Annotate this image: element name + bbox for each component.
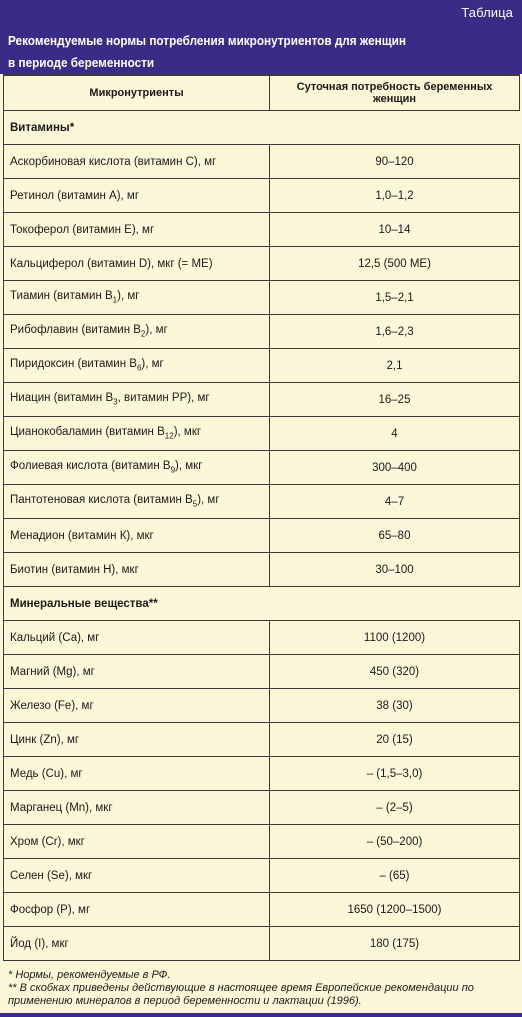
- table-row: [4, 383, 520, 417]
- nutrient-name-cell: [4, 791, 270, 825]
- nutrient-name-prefix: Пантотеновая кислота (витамин B: [10, 494, 193, 507]
- daily-need-value: 1,5–2,1: [270, 281, 520, 315]
- nutrient-name-cell: [4, 553, 270, 587]
- nutrient-name-suffix: ), мг: [145, 324, 168, 337]
- footnote-1: * Нормы, рекомендуемые в РФ.: [8, 969, 171, 981]
- nutrient-name-cell: [4, 655, 270, 689]
- vitamin-subscript: 9: [170, 465, 176, 475]
- bottom-bar: [0, 1013, 522, 1017]
- nutrient-name-cell: [4, 485, 270, 519]
- title-line-1: Рекомендуемые нормы потребления микронутриентов для женщин: [8, 34, 406, 48]
- nutrient-name-cell: [4, 281, 270, 315]
- nutrient-name-suffix: ), мг: [117, 290, 140, 303]
- vitamin-subscript: 1: [112, 295, 118, 305]
- section-empty-cell: [270, 111, 520, 145]
- nutrient-name: Селен (Se), мкг: [10, 869, 93, 882]
- nutrient-name: Кальций (Са), мг: [10, 631, 100, 644]
- vitamin-subscript: 2: [140, 329, 146, 339]
- nutrient-name-cell: [4, 519, 270, 553]
- daily-need-value: 12,5 (500 МЕ): [270, 247, 520, 281]
- nutrient-name-cell: [4, 213, 270, 247]
- nutrient-name-cell: [4, 179, 270, 213]
- daily-need-value: – (1,5–3,0): [270, 757, 520, 791]
- table-row: [4, 553, 520, 587]
- section-empty-cell: [270, 587, 520, 621]
- nutrient-name-cell: [4, 451, 270, 485]
- table-row: [4, 315, 520, 349]
- nutrient-name-prefix: Рибофлавин (витамин B: [10, 324, 141, 337]
- section-row-vitamins: [4, 111, 520, 145]
- daily-need-value: 38 (30): [270, 689, 520, 723]
- nutrient-name-prefix: Фолиевая кислота (витамин B: [10, 460, 171, 473]
- table-row: [4, 145, 520, 179]
- daily-need-value: – (50–200): [270, 825, 520, 859]
- daily-need-value: – (2–5): [270, 791, 520, 825]
- column-header-row: [4, 75, 520, 111]
- nutrient-name: Хром (Cr), мкг: [10, 835, 85, 848]
- daily-need-value: 10–14: [270, 213, 520, 247]
- nutrient-name-cell: [4, 927, 270, 961]
- table-row: [4, 179, 520, 213]
- nutrient-name-suffix: , витамин PP), мг: [117, 392, 210, 405]
- nutrient-name: Магний (Mg), мг: [10, 665, 95, 678]
- table-row: [4, 485, 520, 519]
- nutrient-name-prefix: Цианокобаламин (витамин B: [10, 426, 165, 439]
- nutrient-name-suffix: ), мг: [141, 358, 164, 371]
- table-row: [4, 519, 520, 553]
- table-row: [4, 247, 520, 281]
- table-row: [4, 281, 520, 315]
- table-header-band: [0, 0, 522, 74]
- section-label-vitamins: Витамины*: [4, 111, 270, 145]
- nutrient-name: Биотин (витамин Н), мкг: [10, 563, 139, 576]
- daily-need-value: 2,1: [270, 349, 520, 383]
- nutrient-name: Фосфор (P), мг: [10, 903, 91, 916]
- table-row: [4, 927, 520, 961]
- micronutrient-table: [3, 74, 520, 961]
- title-line-2: в периоде беременности: [8, 56, 155, 70]
- daily-need-value: 4: [270, 417, 520, 451]
- table-row: [4, 417, 520, 451]
- section-label-minerals: Минеральные вещества**: [4, 587, 270, 621]
- table-row: [4, 689, 520, 723]
- nutrient-name: Кальциферол (витамин D), мкг (= МЕ): [10, 257, 213, 270]
- vitamin-subscript: 12: [164, 431, 174, 441]
- daily-need-value: 180 (175): [270, 927, 520, 961]
- nutrient-name-cell: [4, 417, 270, 451]
- section-row-minerals: [4, 587, 520, 621]
- nutrient-name-cell: [4, 349, 270, 383]
- table-title: [8, 30, 422, 74]
- nutrient-name-cell: [4, 145, 270, 179]
- table-row: [4, 791, 520, 825]
- daily-need-value: 30–100: [270, 553, 520, 587]
- nutrient-name-cell: [4, 859, 270, 893]
- daily-need-value: – (65): [270, 859, 520, 893]
- nutrient-name-prefix: Ниацин (витамин B: [10, 392, 114, 405]
- daily-need-value: 1,6–2,3: [270, 315, 520, 349]
- daily-need-value: 1,0–1,2: [270, 179, 520, 213]
- table-row: [4, 723, 520, 757]
- column-header-micronutrients: Микронутриенты: [4, 75, 270, 111]
- vitamin-subscript: 6: [136, 363, 142, 373]
- nutrient-name-cell: [4, 247, 270, 281]
- nutrient-name-cell: [4, 757, 270, 791]
- nutrient-name-cell: [4, 315, 270, 349]
- table-row: [4, 451, 520, 485]
- table-tag: Таблица: [461, 5, 513, 20]
- table-row: [4, 757, 520, 791]
- vitamin-subscript: 3: [113, 397, 118, 407]
- daily-need-value: 4–7: [270, 485, 520, 519]
- nutrient-name-cell: [4, 825, 270, 859]
- daily-need-value: 20 (15): [270, 723, 520, 757]
- daily-need-value: 65–80: [270, 519, 520, 553]
- nutrient-name-suffix: ), мг: [197, 494, 220, 507]
- nutrient-name: Аскорбиновая кислота (витамин С), мг: [10, 155, 217, 168]
- nutrient-name-prefix: Тиамин (витамин B: [10, 290, 113, 303]
- nutrient-name-suffix: ), мкг: [175, 460, 203, 473]
- nutrient-name: Менадион (витамин К), мкг: [10, 529, 154, 542]
- nutrient-name-cell: [4, 723, 270, 757]
- daily-need-value: 16–25: [270, 383, 520, 417]
- nutrient-name-cell: [4, 383, 270, 417]
- daily-need-value: 300–400: [270, 451, 520, 485]
- nutrient-name: Ретинол (витамин А), мг: [10, 189, 140, 202]
- nutrient-name-cell: [4, 893, 270, 927]
- table-row: [4, 893, 520, 927]
- footnote-2: ** В скобках приведены действующие в настоящее время Европейские рекомендации по применению минералов в период беременности и лактации (1996).: [8, 982, 474, 1007]
- daily-need-value: 450 (320): [270, 655, 520, 689]
- nutrient-name: Марганец (Mn), мкг: [10, 801, 113, 814]
- nutrient-name: Цинк (Zn), мг: [10, 733, 80, 746]
- nutrient-name-cell: [4, 621, 270, 655]
- column-header-daily-need: Суточная потребность беременных женщин: [270, 75, 520, 111]
- nutrient-name: Железо (Fe), мг: [10, 699, 94, 712]
- daily-need-value: 1650 (1200–1500): [270, 893, 520, 927]
- footnotes: [0, 961, 522, 1008]
- nutrient-name-cell: [4, 689, 270, 723]
- daily-need-value: 1100 (1200): [270, 621, 520, 655]
- table-row: [4, 859, 520, 893]
- nutrient-name: Медь (Cu), мг: [10, 767, 83, 780]
- table-row: [4, 213, 520, 247]
- nutrient-name-prefix: Пиридоксин (витамин B: [10, 358, 137, 371]
- nutrient-name-suffix: ), мкг: [173, 426, 202, 439]
- nutrient-name: Йод (I), мкг: [10, 937, 69, 950]
- table-row: [4, 825, 520, 859]
- daily-need-value: 90–120: [270, 145, 520, 179]
- table-row: [4, 621, 520, 655]
- vitamin-subscript: 5: [192, 499, 198, 509]
- table-row: [4, 655, 520, 689]
- table-row: [4, 349, 520, 383]
- nutrient-name: Токоферол (витамин Е), мг: [10, 223, 155, 236]
